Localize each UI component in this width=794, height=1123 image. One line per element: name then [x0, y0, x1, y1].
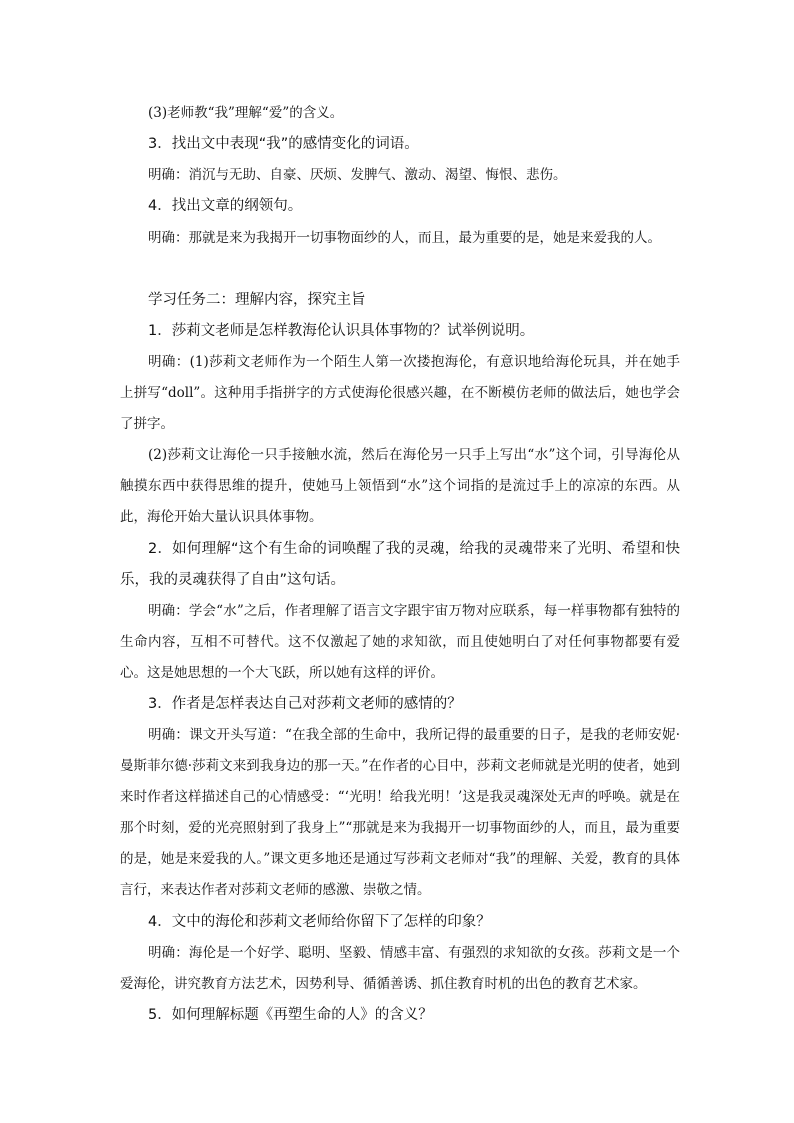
answer-3: 明确：消沉与无助、自豪、厌烦、发脾气、激动、渴望、悔恨、悲伤。 — [148, 167, 567, 183]
answer-task2-4: 明确：海伦是一个好学、聪明、坚毅、情感丰富、有强烈的求知欲的女孩。莎莉文是一个爱海伦，讲究教育方法艺术，因势利导、循循善诱、抓住教育时机的出色的教育艺术家。 — [120, 945, 680, 992]
question-4: 4．找出文章的纲领句。 — [148, 198, 303, 214]
answer-item-3: (3)老师教“我”理解“爱”的含义。 — [148, 105, 344, 121]
question-task2-5: 5．如何理解标题《再塑生命的人》的含义？ — [148, 1007, 433, 1023]
question-task2-1: 1．莎莉文老师是怎样教海伦认识具体事物的？试举例说明。 — [148, 323, 535, 339]
question-task2-4: 4．文中的海伦和莎莉文老师给你留下了怎样的印象？ — [148, 914, 491, 930]
answer-4: 明确：那就是来为我揭开一切事物面纱的人，而且，最为重要的是，她是来爱我的人。 — [148, 230, 661, 246]
answer-task2-1-part2: (2)莎莉文让海伦一只手接触水流，然后在海伦另一只手上写出“水”这个词，引导海伦从触摸东西中获得思维的提升，使她马上领悟到“水”这个词指的是流过手上的凉凉的东西。从此，海伦开始大量认识具体事物。 — [120, 447, 680, 525]
question-task2-3: 3．作者是怎样表达自己对莎莉文老师的感情的？ — [148, 696, 462, 712]
question-task2-2: 2．如何理解“这个有生命的词唤醒了我的灵魂，给我的灵魂带来了光明、希望和快乐，我的灵魂获得了自由”这句话。 — [120, 541, 680, 588]
section-heading-task-2: 学习任务二：理解内容，探究主旨 — [148, 292, 366, 308]
question-3: 3．找出文中表现“我”的感情变化的词语。 — [148, 136, 419, 152]
answer-task2-2: 明确：学会“水”之后，作者理解了语言文字跟宇宙万物对应联系，每一样事物都有独特的生命内容，互相不可替代。这不仅激起了她的求知欲，而且使她明白了对任何事物都要有爱心。这是她思想的一个大飞跃，所以她有这样的评价。 — [120, 603, 680, 681]
answer-task2-1-part1: 明确：(1)莎莉文老师作为一个陌生人第一次搂抱海伦，有意识地给海伦玩具，并在她手上拼写“doll”。这种用手指拼字的方式使海伦很感兴趣，在不断模仿老师的做法后，她也学会了拼字。 — [120, 354, 680, 432]
answer-task2-3: 明确：课文开头写道：“在我全部的生命中，我所记得的最重要的日子，是我的老师安妮·曼斯菲尔德·莎莉文来到我身边的那一天。”在作者的心目中，莎莉文老师就是光明的使者，她到来时作者这样描述自己的心情感受：“‘光明！给我光明！’这是我灵魂深处无声的呼唤。就是在那个时刻，爱的光亮照射到了我身上”“那就是来为我揭开一切事物面纱的人，而且，最为重要的是，她是来爱我的人。”课文更多地还是通过写莎莉文老师对“我”的理解、关爱，教育的具体言行，来表达作者对莎莉文老师的感激、崇敬之情。 — [120, 727, 680, 898]
